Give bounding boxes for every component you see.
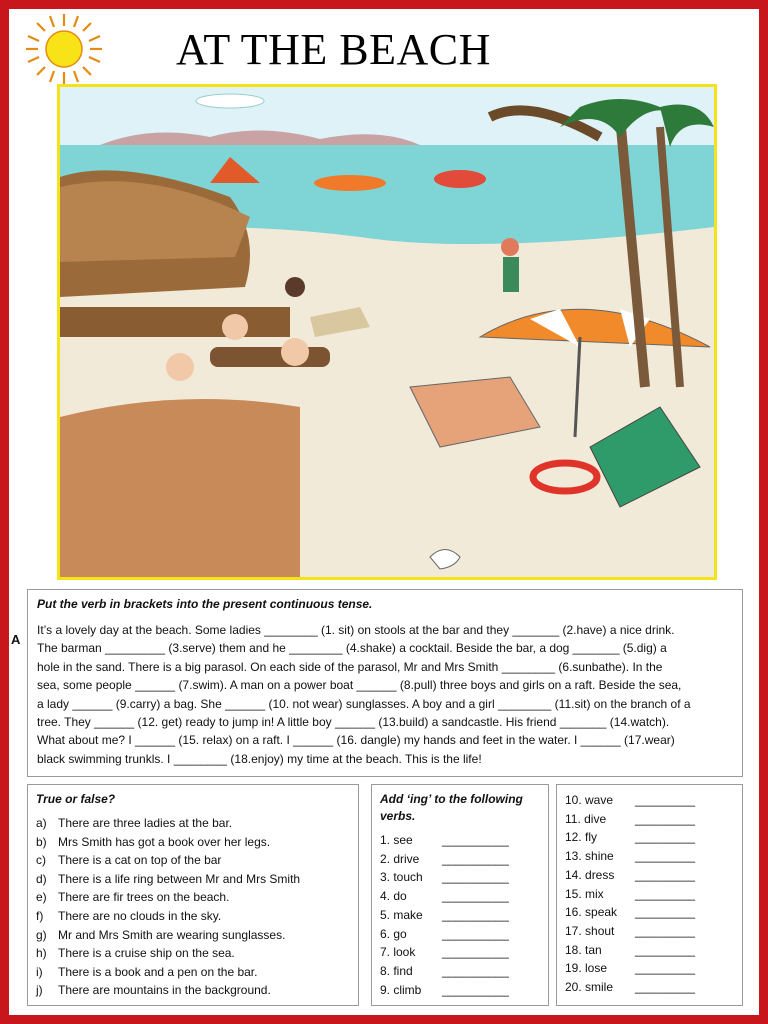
answer-blank: __________ [442, 982, 509, 997]
answer-blank: _________ [635, 980, 696, 995]
page-title: AT THE BEACH [176, 25, 491, 74]
verb-label: 2. drive [380, 851, 420, 866]
verb-label: 6. go [380, 926, 407, 941]
ing-verbs-box-right [556, 784, 743, 1006]
true-false-heading: True or false? [36, 792, 116, 806]
item-letter: h) [36, 946, 47, 961]
list-item [36, 814, 350, 833]
ing-heading-line: verbs. [380, 809, 416, 823]
verb-label: 4. do [380, 889, 407, 904]
answer-blank: __________ [442, 833, 509, 847]
item-letter: d) [36, 871, 47, 886]
list-item [380, 925, 540, 944]
verb-label: 11. dive [565, 811, 607, 826]
verb-label: 8. find [380, 963, 413, 978]
list-item [565, 810, 734, 829]
paragraph-line: The barman _________ (3.serve) them and he ________ (4.shake) a cocktail. Beside the bar, a dog _______ (5.dig) a [37, 641, 667, 656]
item-letter: j) [36, 983, 43, 998]
verb-label: 14. dress [565, 867, 615, 882]
answer-blank: _________ [635, 961, 696, 976]
list-item [36, 851, 350, 870]
list-item [565, 922, 734, 941]
list-item [36, 963, 350, 982]
list-item [565, 941, 734, 960]
answer-blank: _________ [635, 942, 696, 957]
list-item [565, 978, 734, 997]
sun-icon [22, 12, 106, 86]
answer-blank: _________ [635, 811, 696, 826]
paragraph-line: tree. They ______ (12. get) ready to jump in! A little boy ______ (13.build) a sandcastle. His friend _______ (14.watch). [37, 715, 670, 730]
item-text: There is a cruise ship on the sea. [58, 946, 235, 961]
list-item [380, 943, 540, 962]
list-item [565, 903, 734, 922]
verb-label: 19. lose [565, 961, 608, 976]
verb-label: 16. speak [565, 905, 618, 920]
answer-blank: __________ [442, 926, 509, 941]
answer-blank: __________ [442, 963, 509, 978]
item-text: There is a life ring between Mr and Mrs Smith [58, 871, 301, 886]
answer-blank: __________ [442, 889, 509, 904]
exercise-paragraph [37, 621, 733, 768]
item-letter: c) [36, 853, 46, 868]
list-item [380, 962, 540, 981]
verb-label: 13. shine [565, 849, 614, 864]
paragraph-line: black swimming trunkls. I ________ (18.enjoy) my time at the beach. This is the life! [37, 751, 482, 766]
verb-label: 5. make [380, 907, 423, 922]
answer-blank: _________ [635, 793, 696, 807]
true-false-list [36, 814, 350, 1000]
verb-label: 1. see [380, 833, 413, 847]
verb-label: 9. climb [380, 982, 422, 997]
ing-heading-line: Add ‘ing’ to the following [380, 792, 523, 806]
item-letter: f) [36, 908, 44, 923]
paragraph-line: What about me? I ______ (15. relax) on a raft. I ______ (16. dangle) my hands and feet in the water. I ______ (17.wear) [37, 733, 675, 748]
beach-illustration [57, 84, 717, 580]
verb-label: 18. tan [565, 942, 602, 957]
item-text: There are mountains in the background. [58, 983, 271, 998]
item-letter: e) [36, 890, 47, 905]
verb-label: 10. wave [565, 793, 614, 807]
ing-heading [380, 791, 540, 825]
item-text: There is a book and a pen on the bar. [58, 964, 258, 979]
list-item [36, 888, 350, 907]
list-item [565, 791, 734, 810]
paragraph-line: a lady ______ (9.carry) a bag. She ______ (10. not wear) sunglasses. A boy and a girl ________ (11.sit) on the branch of a [37, 696, 691, 711]
verb-label: 3. touch [380, 870, 423, 885]
paragraph-line: hole in the sand. There is a big parasol. On each side of the parasol, Mr and Mrs Smith ________ (6.sunbathe). In the [37, 659, 663, 674]
verb-label: 15. mix [565, 886, 604, 901]
list-item [565, 866, 734, 885]
list-item [380, 981, 540, 1000]
answer-blank: __________ [442, 870, 509, 885]
list-item [565, 885, 734, 904]
list-item [36, 944, 350, 963]
answer-blank: _________ [635, 886, 696, 901]
ing-list-right [565, 791, 734, 997]
ing-verbs-box-left [371, 784, 549, 1006]
item-text: There are fir trees on the beach. [58, 890, 230, 905]
answer-blank: __________ [442, 907, 509, 922]
list-item [36, 981, 350, 1000]
paragraph-line: sea, some people ______ (7.swim). A man on a power boat ______ (8.pull) three boys and girls on a raft. Beside the sea, [37, 678, 682, 693]
list-item [36, 833, 350, 852]
list-item [380, 850, 540, 869]
paragraph-line: It’s a lovely day at the beach. Some ladies ________ (1. sit) on stools at the bar and they _______ (2.have) a nice drink. [37, 623, 675, 637]
item-letter: g) [36, 927, 47, 942]
exercise-present-continuous [27, 589, 743, 777]
item-text: There are no clouds in the sky. [58, 908, 222, 923]
item-letter: i) [36, 964, 43, 979]
true-false-box [27, 784, 359, 1006]
verb-label: 12. fly [565, 830, 598, 845]
list-item [36, 870, 350, 889]
side-mark: A [11, 632, 21, 647]
answer-blank: _________ [635, 830, 696, 845]
list-item [565, 959, 734, 978]
answer-blank: _________ [635, 849, 696, 864]
list-item [380, 831, 540, 850]
item-text: There is a cat on top of the bar [58, 853, 222, 868]
ing-list-left [380, 831, 540, 999]
answer-blank: _________ [635, 905, 696, 920]
item-text: There are three ladies at the bar. [58, 816, 233, 830]
answer-blank: __________ [442, 945, 509, 960]
verb-label: 7. look [380, 945, 416, 960]
answer-blank: __________ [442, 851, 509, 866]
list-item [36, 907, 350, 926]
list-item [36, 926, 350, 945]
item-text: Mrs Smith has got a book over her legs. [58, 834, 271, 849]
verb-label: 20. smile [565, 980, 614, 995]
list-item [565, 828, 734, 847]
answer-blank: _________ [635, 867, 696, 882]
answer-blank: _________ [635, 923, 696, 938]
list-item [380, 906, 540, 925]
exercise-instruction: Put the verb in brackets into the present continuous tense. [37, 597, 373, 611]
verb-label: 17. shout [565, 923, 615, 938]
list-item [565, 847, 734, 866]
item-letter: b) [36, 834, 47, 849]
list-item [380, 868, 540, 887]
item-text: Mr and Mrs Smith are wearing sunglasses. [58, 927, 286, 942]
item-letter: a) [36, 816, 47, 830]
list-item [380, 887, 540, 906]
